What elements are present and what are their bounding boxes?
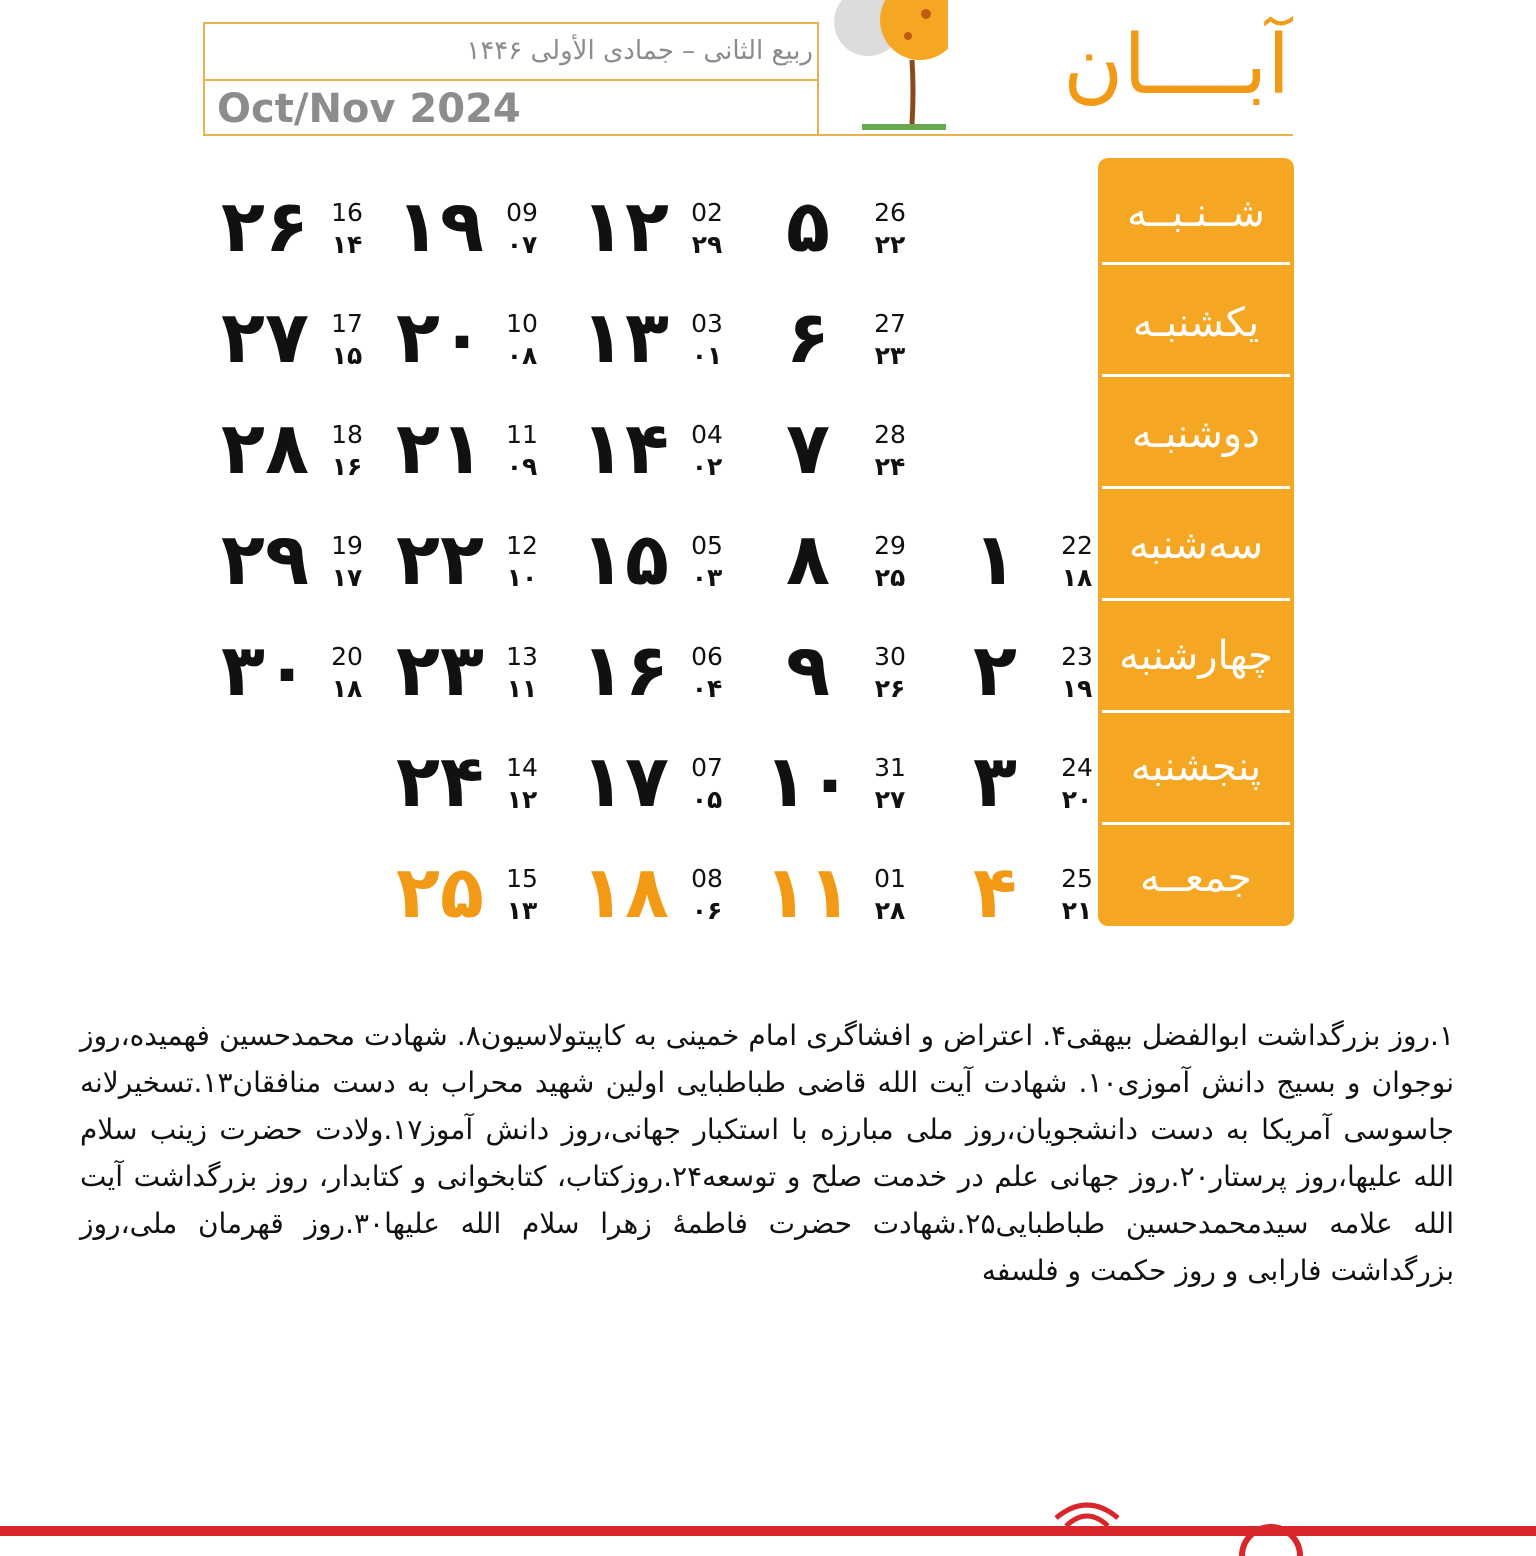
hijri-day-number: ۰۴ (691, 674, 723, 703)
persian-day-number: ۲۲ (396, 517, 484, 601)
persian-day-number: ۲۶ (221, 184, 309, 268)
weekday-monday: دوشنبـه (1132, 411, 1260, 457)
day-cell (940, 727, 1130, 837)
persian-day-number: ۱۴ (581, 406, 669, 490)
hijri-day-number: ۰۶ (691, 896, 723, 925)
persian-day-number: ۵ (786, 184, 830, 268)
occasions-notes: ۱.روز بزرگداشت ابوالفضل بیهقی۴. اعتراض و افشاگری امام خمینی به کاپیتولاسیون۸. شهادت محمدحسین فهمیده،روز نوجوان و بسیج دانش آموزی۱۰. شهادت آیت الله قاضی طباطبایی اولین شهید محراب به دست منافقان۱۳.تسخیرلانه جاسوسی آمریکا به دست دانشجویان،روز ملی مبارزه با استکبار جهانی،روز دانش آموز۱۷.ولادت حضرت زینب سلام الله علیها،روز پرستار۲۰.روز جهانی علم در خدمت صلح و توسعه۲۴.روزکتاب، کتابخوانی و کتابدار، روز بزرگداشت آیت الله علامه سیدمحمدحسین طباطبایی۲۵.شهادت حضرت فاطمهٔ زهرا سلام الله علیها۳۰.روز قهرمان ملی،روز بزرگداشت فارابی و روز حکمت و فلسفه (80, 1019, 1455, 1287)
persian-day-number: ۲۵ (396, 850, 484, 934)
gregorian-day-number: 28 (874, 420, 906, 449)
day-cell (570, 394, 760, 504)
gregorian-day-number: 20 (331, 642, 363, 671)
persian-day-number: ۲۷ (221, 295, 309, 379)
day-cell (210, 283, 400, 393)
persian-day-number: ۱۰ (764, 739, 852, 823)
weekday-separator (1102, 374, 1290, 377)
hijri-day-number: ۰۷ (506, 230, 538, 259)
hijri-day-number: ۲۹ (691, 230, 723, 259)
hijri-day-number: ۱۲ (506, 785, 538, 814)
hijri-day-number: ۰۸ (506, 341, 538, 370)
gregorian-day-number: 30 (874, 642, 906, 671)
persian-day-number: ۹ (786, 628, 830, 712)
gregorian-day-number: 29 (874, 531, 906, 560)
persian-day-number: ۱۲ (581, 184, 669, 268)
hijri-day-number: ۱۳ (506, 896, 538, 925)
persian-day-number: ۲۰ (396, 295, 484, 379)
day-cell (385, 838, 575, 948)
footer-bar (0, 1526, 1536, 1536)
hijri-day-number: ۲۱ (1061, 896, 1093, 925)
hijri-day-number: ۰۵ (691, 785, 723, 814)
weekday-friday: جمعــه (1139, 855, 1253, 901)
persian-day-number: ۳ (973, 739, 1017, 823)
day-cell (570, 283, 760, 393)
day-cell (210, 505, 400, 615)
gregorian-months: Oct/Nov 2024 (217, 86, 521, 132)
hijri-day-number: ۲۶ (874, 674, 906, 703)
weekday-separator (1102, 262, 1290, 265)
gregorian-day-number: 14 (506, 753, 538, 782)
persian-day-number: ۷ (786, 406, 830, 490)
hijri-day-number: ۱۸ (1061, 563, 1093, 592)
day-cell (210, 394, 400, 504)
day-cell (385, 283, 575, 393)
persian-day-number: ۲۱ (396, 406, 484, 490)
persian-day-number: ۴ (973, 850, 1017, 934)
brand-logo-icon (1236, 1516, 1306, 1556)
hijri-day-number: ۱۱ (506, 674, 538, 703)
gregorian-day-number: 19 (331, 531, 363, 560)
day-cell (385, 727, 575, 837)
gregorian-day-number: 06 (691, 642, 723, 671)
gregorian-day-number: 11 (506, 420, 538, 449)
day-cell (753, 505, 943, 615)
weekday-wednesday: چهارشنبه (1119, 633, 1273, 679)
hijri-day-number: ۱۷ (331, 563, 363, 592)
gregorian-day-number: 24 (1061, 753, 1093, 782)
gregorian-day-number: 02 (691, 198, 723, 227)
hijri-day-number: ۱۰ (506, 563, 538, 592)
weekday-tuesday: سه‌شنبه (1128, 522, 1264, 568)
persian-day-number: ۱۸ (581, 850, 669, 934)
gregorian-day-number: 08 (691, 864, 723, 893)
header-underline (203, 134, 1293, 136)
gregorian-day-number: 05 (691, 531, 723, 560)
gregorian-day-number: 13 (506, 642, 538, 671)
gregorian-day-number: 26 (874, 198, 906, 227)
day-cell (570, 616, 760, 726)
day-cell (385, 505, 575, 615)
day-cell (940, 505, 1130, 615)
gregorian-day-number: 23 (1061, 642, 1093, 671)
day-cell (940, 838, 1130, 948)
weekday-sunday: یکشنبـه (1132, 300, 1260, 346)
hijri-day-number: ۱۵ (331, 341, 363, 370)
persian-day-number: ۲ (973, 628, 1017, 712)
persian-day-number: ۱۱ (764, 850, 852, 934)
persian-day-number: ۲۴ (396, 739, 484, 823)
gregorian-day-number: 27 (874, 309, 906, 338)
gregorian-day-number: 15 (506, 864, 538, 893)
hijri-months: ربیع الثانی – جمادی الأولی ۱۴۴۶ (466, 36, 813, 66)
hijri-day-number: ۰۲ (691, 452, 723, 481)
persian-day-number: ۲۸ (221, 406, 309, 490)
hijri-day-number: ۱۶ (331, 452, 363, 481)
persian-day-number: ۱۶ (581, 628, 669, 712)
day-cell (210, 172, 400, 282)
day-cell (570, 727, 760, 837)
day-cell (385, 616, 575, 726)
header-divider (205, 79, 817, 81)
hijri-day-number: ۲۷ (874, 785, 906, 814)
persian-day-number: ۱۳ (581, 295, 669, 379)
hijri-day-number: ۲۸ (874, 896, 906, 925)
day-cell (753, 394, 943, 504)
month-title: آبــــان (1063, 18, 1290, 113)
gregorian-day-number: 07 (691, 753, 723, 782)
hijri-day-number: ۲۳ (874, 341, 906, 370)
gregorian-day-number: 18 (331, 420, 363, 449)
persian-day-number: ۳۰ (221, 628, 309, 712)
weekday-thursday: پنجشنبه (1130, 744, 1262, 790)
persian-day-number: ۱ (973, 517, 1017, 601)
autumn-tree-illustration (828, 0, 948, 134)
persian-day-number: ۱۵ (581, 517, 669, 601)
hijri-day-number: ۲۴ (874, 452, 906, 481)
day-cell (570, 505, 760, 615)
gregorian-day-number: 03 (691, 309, 723, 338)
persian-day-number: ۲۹ (221, 517, 309, 601)
day-cell (385, 172, 575, 282)
hijri-day-number: ۰۱ (691, 341, 723, 370)
hijri-day-number: ۱۸ (331, 674, 363, 703)
gregorian-day-number: 25 (1061, 864, 1093, 893)
day-cell (753, 616, 943, 726)
weekday-separator (1102, 486, 1290, 489)
persian-day-number: ۱۹ (396, 184, 484, 268)
persian-day-number: ۸ (786, 517, 830, 601)
day-cell (940, 616, 1130, 726)
persian-day-number: ۱۷ (581, 739, 669, 823)
day-cell (753, 727, 943, 837)
day-cell (210, 616, 400, 726)
gregorian-day-number: 17 (331, 309, 363, 338)
weekday-saturday: شــنـبــه (1127, 190, 1265, 236)
gregorian-day-number: 12 (506, 531, 538, 560)
gregorian-day-number: 31 (874, 753, 906, 782)
gregorian-day-number: 16 (331, 198, 363, 227)
hijri-day-number: ۲۰ (1061, 785, 1093, 814)
gregorian-day-number: 09 (506, 198, 538, 227)
day-cell (753, 283, 943, 393)
gregorian-day-number: 22 (1061, 531, 1093, 560)
hijri-day-number: ۲۲ (874, 230, 906, 259)
hijri-day-number: ۲۵ (874, 563, 906, 592)
hijri-day-number: ۱۴ (331, 230, 363, 259)
gregorian-day-number: 04 (691, 420, 723, 449)
hijri-day-number: ۰۹ (506, 452, 538, 481)
persian-day-number: ۶ (786, 295, 830, 379)
header-month-box (203, 22, 819, 136)
day-cell (385, 394, 575, 504)
gregorian-day-number: 10 (506, 309, 538, 338)
hijri-day-number: ۱۹ (1061, 674, 1093, 703)
day-cell (753, 838, 943, 948)
gregorian-day-number: 01 (874, 864, 906, 893)
hijri-day-number: ۰۳ (691, 563, 723, 592)
day-cell (753, 172, 943, 282)
day-cell (570, 172, 760, 282)
persian-day-number: ۲۳ (396, 628, 484, 712)
day-cell (570, 838, 760, 948)
